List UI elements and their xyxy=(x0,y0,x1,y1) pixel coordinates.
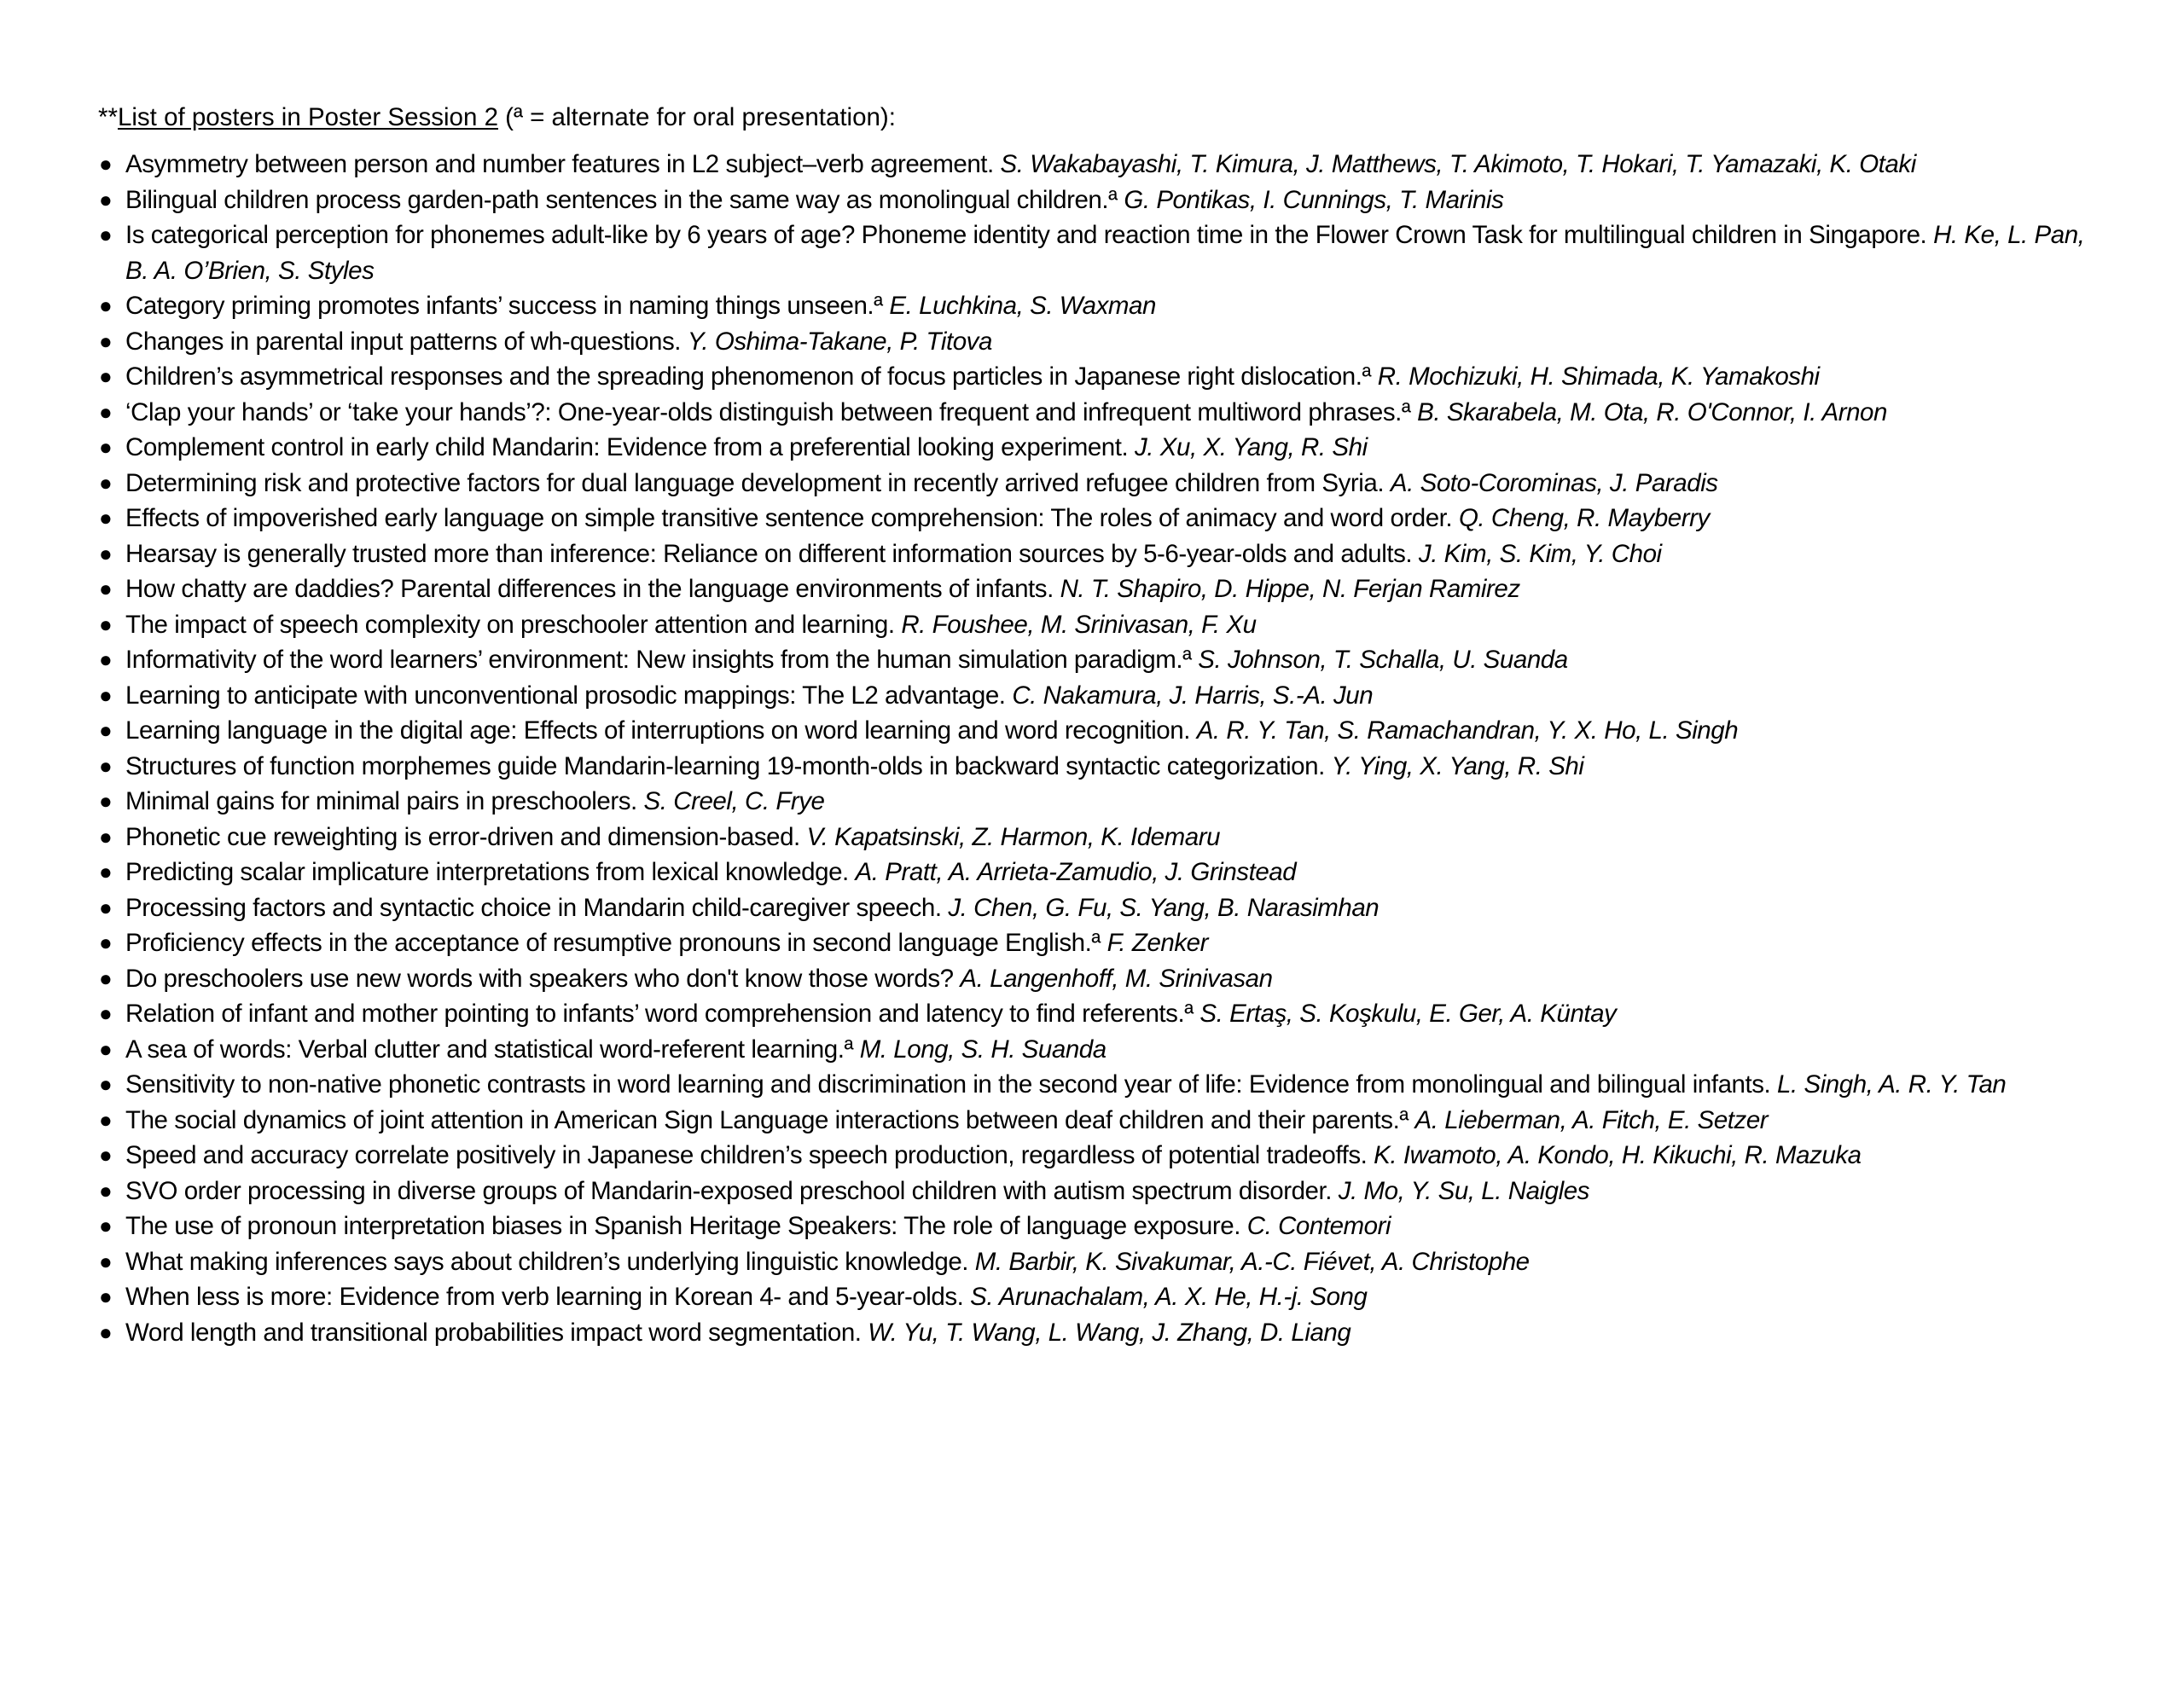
bullet-icon: ● xyxy=(99,823,113,849)
bullet-icon: ● xyxy=(99,1248,113,1274)
poster-list-item xyxy=(98,678,2111,714)
poster-authors: J. Xu, X. Yang, R. Shi xyxy=(1135,433,1368,461)
poster-authors: H. Ke, L. Pan, B. A. O’Brien, S. Styles xyxy=(125,221,2085,285)
poster-list-item xyxy=(98,217,2111,288)
poster-list-item xyxy=(98,395,2111,431)
poster-authors: A. Langenhoff, M. Srinivasan xyxy=(960,964,1273,993)
poster-authors: M. Long, S. H. Suanda xyxy=(859,1035,1107,1064)
bullet-icon: ● xyxy=(99,1177,113,1203)
bullet-icon: ● xyxy=(99,293,113,318)
poster-authors: V. Kapatsinski, Z. Harmon, K. Idemaru xyxy=(806,822,1221,851)
poster-title: Determining risk and protective factors for dual language development in recently arrived refugee children from Syria. xyxy=(125,468,1385,497)
poster-title: What making inferences says about children’s underlying linguistic knowledge. xyxy=(125,1247,969,1276)
poster-list-item xyxy=(98,536,2111,572)
poster-title: Informativity of the word learners’ environment: New insights from the human simulation paradigm.ª xyxy=(125,646,1192,674)
poster-list-item xyxy=(98,501,2111,536)
bullet-icon: ● xyxy=(99,328,113,354)
poster-title: Complement control in early child Mandarin: Evidence from a preferential looking experiment. xyxy=(125,433,1129,461)
poster-title: Learning language in the digital age: Effects of interruptions on word learning and word recognition. xyxy=(125,716,1190,745)
poster-list-item xyxy=(98,749,2111,785)
bullet-icon: ● xyxy=(99,151,113,177)
poster-list-item xyxy=(98,925,2111,961)
poster-list-item xyxy=(98,359,2111,395)
bullet-icon: ● xyxy=(99,894,113,920)
poster-title: Changes in parental input patterns of wh-questions. xyxy=(125,327,682,356)
poster-title: A sea of words: Verbal clutter and statistical word-referent learning.ª xyxy=(125,1035,853,1064)
poster-list-item xyxy=(98,1244,2111,1280)
poster-list-item xyxy=(98,1032,2111,1068)
bullet-icon: ● xyxy=(99,930,113,955)
poster-title: Category priming promotes infants’ success in naming things unseen.ª xyxy=(125,292,883,320)
bullet-icon: ● xyxy=(99,1106,113,1133)
poster-list-item xyxy=(98,607,2111,643)
bullet-icon: ● xyxy=(99,1071,113,1097)
poster-authors: J. Kim, S. Kim, Y. Choi xyxy=(1418,539,1662,568)
bullet-icon: ● xyxy=(99,717,113,743)
poster-list-item xyxy=(98,855,2111,890)
bullet-icon: ● xyxy=(99,398,113,425)
poster-list-item xyxy=(98,1103,2111,1139)
heading-note: (ª = alternate for oral presentation): xyxy=(497,103,896,131)
poster-authors: C. Contemori xyxy=(1246,1212,1391,1240)
poster-list-item xyxy=(98,1067,2111,1103)
bullet-icon: ● xyxy=(99,363,113,389)
heading-prefix: ** xyxy=(98,103,118,131)
poster-list-item xyxy=(98,890,2111,926)
poster-authors: M. Barbir, K. Sivakumar, A.-C. Fiévet, A. Christophe xyxy=(974,1247,1530,1276)
poster-title: Sensitivity to non-native phonetic contrasts in word learning and discrimination in the second year of life: Evidence from monolingual and bilingual infants. xyxy=(125,1070,1771,1099)
bullet-icon: ● xyxy=(99,965,113,991)
poster-list xyxy=(98,147,2111,1350)
poster-authors: S. Ertaş, S. Koşkulu, E. Ger, A. Küntay xyxy=(1199,1000,1617,1028)
poster-list-item xyxy=(98,466,2111,501)
bullet-icon: ● xyxy=(99,752,113,779)
bullet-icon: ● xyxy=(99,434,113,460)
poster-authors: Q. Cheng, R. Mayberry xyxy=(1458,504,1710,532)
poster-list-item xyxy=(98,820,2111,855)
poster-title: Learning to anticipate with unconventional prosodic mappings: The L2 advantage. xyxy=(125,681,1006,710)
poster-list-item xyxy=(98,1279,2111,1315)
poster-authors: R. Mochizuki, H. Shimada, K. Yamakoshi xyxy=(1377,362,1820,391)
bullet-icon: ● xyxy=(99,1319,113,1345)
poster-list-item xyxy=(98,288,2111,324)
poster-title: Phonetic cue reweighting is error-driven and dimension-based. xyxy=(125,822,800,851)
poster-title: Processing factors and syntactic choice in Mandarin child-caregiver speech. xyxy=(125,893,942,922)
poster-list-item xyxy=(98,1209,2111,1244)
poster-title: Predicting scalar implicature interpretations from lexical knowledge. xyxy=(125,858,849,886)
bullet-icon: ● xyxy=(99,222,113,247)
poster-list-item xyxy=(98,147,2111,183)
poster-list-item xyxy=(98,996,2111,1032)
poster-list-item xyxy=(98,1174,2111,1209)
bullet-icon: ● xyxy=(99,505,113,530)
bullet-icon: ● xyxy=(99,1035,113,1062)
bullet-icon: ● xyxy=(99,788,113,814)
bullet-icon: ● xyxy=(99,469,113,496)
poster-title: Bilingual children process garden-path sentences in the same way as monolingual children.ª xyxy=(125,185,1118,214)
poster-list-item xyxy=(98,961,2111,997)
poster-authors: C. Nakamura, J. Harris, S.-A. Jun xyxy=(1012,681,1374,710)
poster-authors: S. Creel, C. Frye xyxy=(643,787,825,815)
bullet-icon: ● xyxy=(99,186,113,212)
poster-list-item xyxy=(98,324,2111,360)
poster-authors: J. Mo, Y. Su, L. Naigles xyxy=(1338,1176,1589,1205)
bullet-icon: ● xyxy=(99,681,113,708)
poster-authors: E. Luchkina, S. Waxman xyxy=(889,292,1156,320)
poster-title: Hearsay is generally trusted more than inference: Reliance on different information sources by 5-6-year-olds and adults. xyxy=(125,539,1413,568)
poster-title: The use of pronoun interpretation biases in Spanish Heritage Speakers: The role of language exposure. xyxy=(125,1212,1240,1240)
poster-list-item xyxy=(98,1315,2111,1351)
poster-authors: L. Singh, A. R. Y. Tan xyxy=(1777,1070,2007,1099)
heading-title: List of posters in Poster Session 2 xyxy=(117,103,498,131)
poster-authors: K. Iwamoto, A. Kondo, H. Kikuchi, R. Mazuka xyxy=(1374,1141,1862,1169)
bullet-icon: ● xyxy=(99,540,113,566)
bullet-icon: ● xyxy=(99,1142,113,1168)
poster-title: How chatty are daddies? Parental differences in the language environments of infants. xyxy=(125,575,1054,603)
poster-list-item xyxy=(98,713,2111,749)
poster-list-item xyxy=(98,183,2111,218)
poster-authors: G. Pontikas, I. Cunnings, T. Marinis xyxy=(1124,185,1504,214)
poster-authors: Y. Ying, X. Yang, R. Shi xyxy=(1331,751,1584,780)
poster-session-heading xyxy=(98,101,2111,135)
poster-title: When less is more: Evidence from verb learning in Korean 4- and 5-year-olds. xyxy=(125,1283,964,1311)
bullet-icon: ● xyxy=(99,1213,113,1238)
poster-title: Is categorical perception for phonemes adult-like by 6 years of age? Phoneme identity and reaction time in the Flower Crown Task for multilingual children in Singapore. xyxy=(125,221,1927,249)
poster-title: Minimal gains for minimal pairs in preschoolers. xyxy=(125,787,637,815)
poster-list-item xyxy=(98,571,2111,607)
bullet-icon: ● xyxy=(99,1284,113,1309)
poster-authors: A. R. Y. Tan, S. Ramachandran, Y. X. Ho, L. Singh xyxy=(1196,716,1739,745)
poster-authors: S. Johnson, T. Schalla, U. Suanda xyxy=(1198,646,1568,674)
poster-authors: Y. Oshima-Takane, P. Titova xyxy=(687,327,992,356)
poster-list-document xyxy=(98,101,2111,1350)
poster-authors: A. Pratt, A. Arrieta-Zamudio, J. Grinstead xyxy=(855,858,1297,886)
poster-authors: J. Chen, G. Fu, S. Yang, B. Narasimhan xyxy=(948,893,1380,922)
poster-title: Effects of impoverished early language on simple transitive sentence comprehension: The roles of animacy and word order. xyxy=(125,504,1453,532)
bullet-icon: ● xyxy=(99,611,113,637)
poster-list-item xyxy=(98,784,2111,820)
poster-title: Children’s asymmetrical responses and the spreading phenomenon of focus particles in Japanese right dislocation.ª xyxy=(125,362,1371,391)
bullet-icon: ● xyxy=(99,576,113,601)
poster-title: Speed and accuracy correlate positively in Japanese children’s speech production, regardless of potential tradeoffs. xyxy=(125,1141,1368,1169)
poster-list-item xyxy=(98,1138,2111,1174)
poster-list-item xyxy=(98,642,2111,678)
poster-title: Structures of function morphemes guide Mandarin-learning 19-month-olds in backward syntactic categorization. xyxy=(125,751,1325,780)
poster-authors: A. Lieberman, A. Fitch, E. Setzer xyxy=(1414,1105,1769,1134)
poster-title: Asymmetry between person and number features in L2 subject–verb agreement. xyxy=(125,150,994,178)
poster-authors: B. Skarabela, M. Ota, R. O'Connor, I. Arnon xyxy=(1417,397,1887,426)
poster-title: Relation of infant and mother pointing to infants’ word comprehension and latency to find referents.ª xyxy=(125,1000,1194,1028)
poster-authors: S. Wakabayashi, T. Kimura, J. Matthews, T. Akimoto, T. Hokari, T. Yamazaki, K. Otaki xyxy=(1000,150,1916,178)
poster-title: The impact of speech complexity on preschooler attention and learning. xyxy=(125,610,895,639)
poster-authors: S. Arunachalam, A. X. He, H.-j. Song xyxy=(970,1283,1368,1311)
poster-authors: F. Zenker xyxy=(1107,929,1208,957)
poster-title: SVO order processing in diverse groups of Mandarin-exposed preschool children with autism spectrum disorder. xyxy=(125,1176,1332,1205)
poster-title: Proficiency effects in the acceptance of resumptive pronouns in second language English.ª xyxy=(125,929,1101,957)
poster-title: ‘Clap your hands’ or ‘take your hands’?: One-year-olds distinguish between frequent and infrequent multiword phrases.ª xyxy=(125,397,1411,426)
bullet-icon: ● xyxy=(99,1000,113,1026)
poster-authors: A. Soto-Corominas, J. Paradis xyxy=(1390,468,1718,497)
poster-authors: R. Foushee, M. Srinivasan, F. Xu xyxy=(901,610,1257,639)
poster-title: The social dynamics of joint attention in American Sign Language interactions between deaf children and their parents.ª xyxy=(125,1105,1409,1134)
poster-list-item xyxy=(98,430,2111,466)
poster-authors: W. Yu, T. Wang, L. Wang, J. Zhang, D. Liang xyxy=(868,1318,1351,1347)
bullet-icon: ● xyxy=(99,646,113,672)
bullet-icon: ● xyxy=(99,859,113,884)
poster-title: Word length and transitional probabilities impact word segmentation. xyxy=(125,1318,862,1347)
poster-title: Do preschoolers use new words with speakers who don't know those words? xyxy=(125,964,954,993)
poster-authors: N. T. Shapiro, D. Hippe, N. Ferjan Ramirez xyxy=(1060,575,1520,603)
